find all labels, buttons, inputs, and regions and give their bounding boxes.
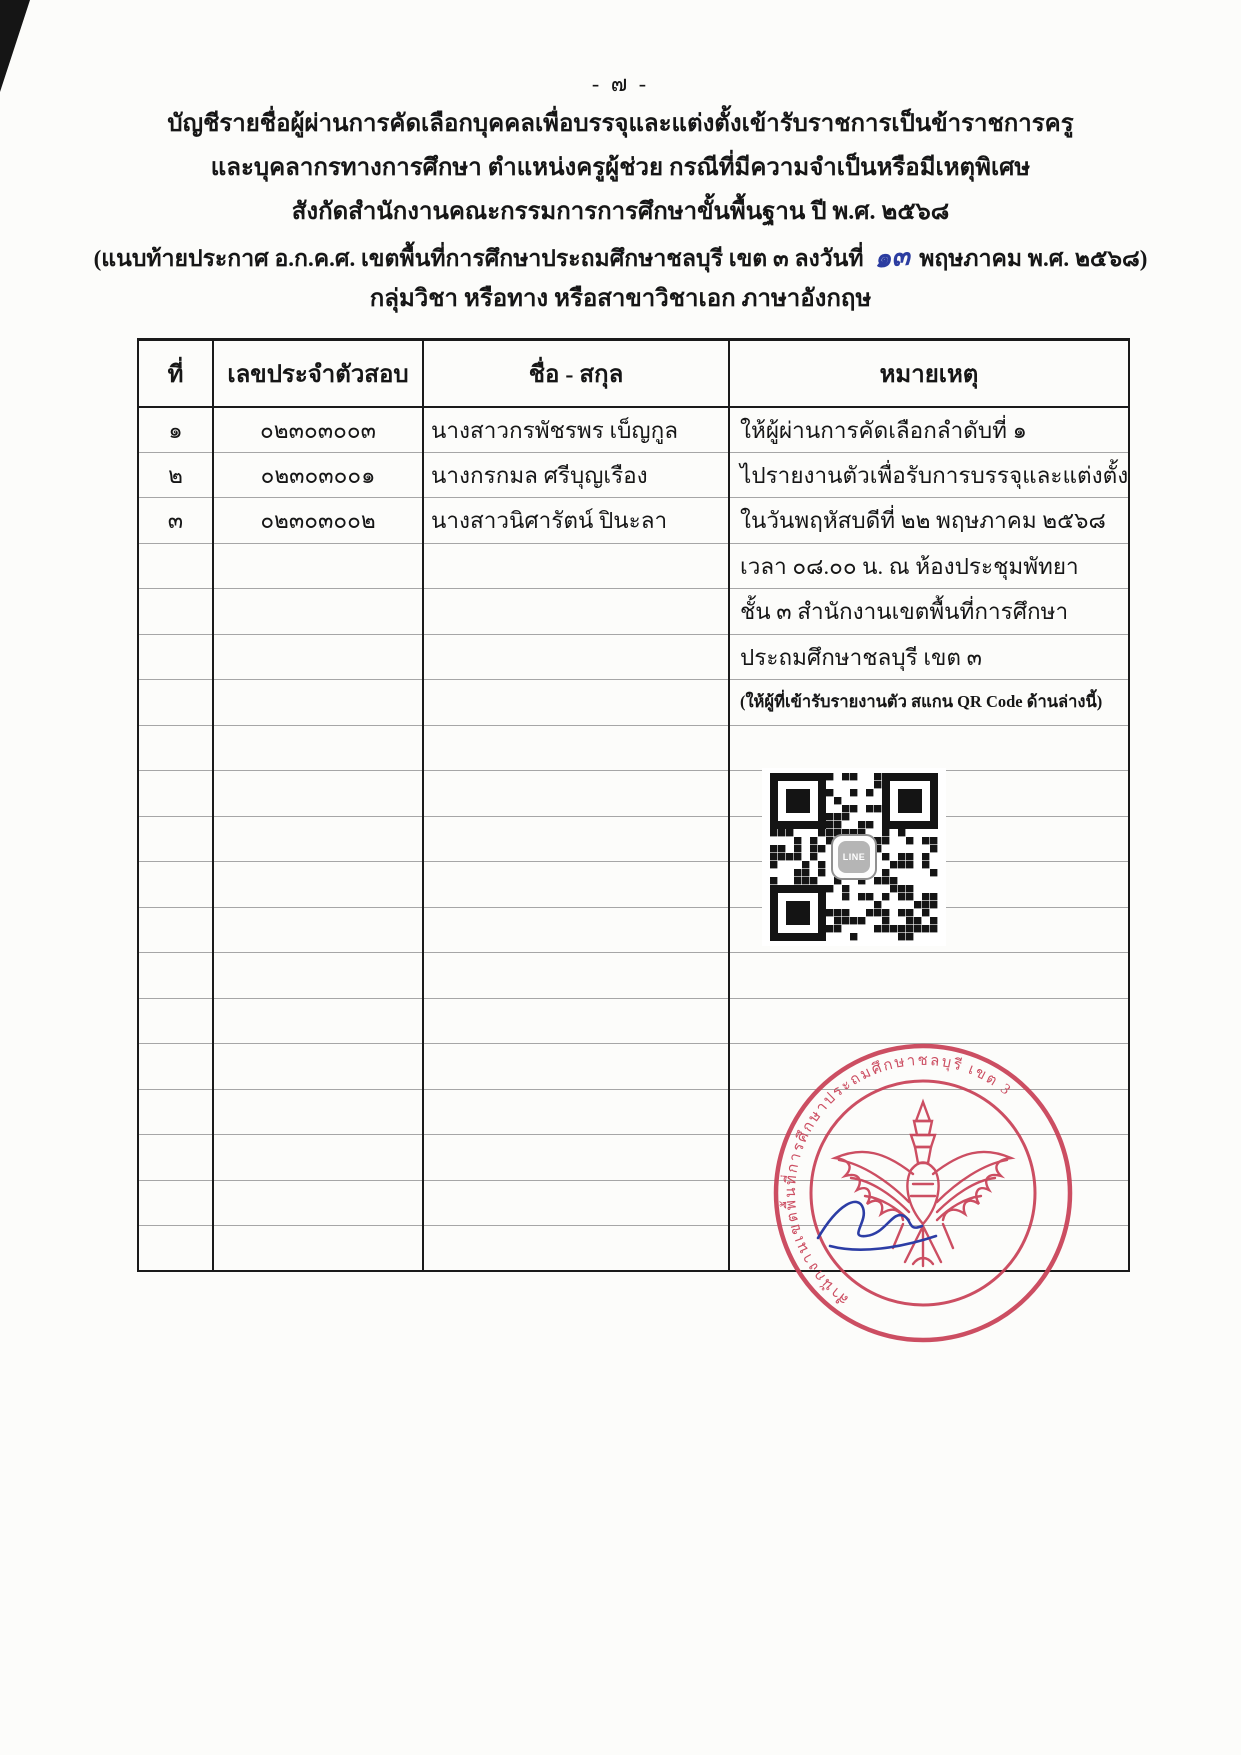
cell-remark: เวลา ๐๘.๐๐ น. ณ ห้องประชุมพัทยา [729,543,1129,589]
cell-no [138,725,213,771]
table-row [138,862,1129,908]
cell-no [138,634,213,680]
table-row [138,907,1129,953]
cell-remark: ให้ผู้ผ่านการคัดเลือกลำดับที่ ๑ [729,407,1129,453]
cell-name [423,1089,729,1135]
table-row [138,407,1129,453]
cell-name [423,1180,729,1226]
col-header-remark: หมายเหตุ [729,340,1129,407]
cell-no [138,589,213,635]
table-row [138,589,1129,635]
cell-remark: (ให้ผู้ที่เข้ารับรายงานตัว สแกน QR Code ด้านล่างนี้) [729,680,1129,726]
cell-exam-id [213,1226,423,1272]
page-number: - ๗ - [591,71,650,96]
table-row [138,953,1129,999]
col-header-no: ที่ [138,340,213,407]
cell-name [423,725,729,771]
cell-name [423,907,729,953]
cell-exam-id: ๐๒๓๐๓๐๐๓ [213,407,423,453]
table-row [138,452,1129,498]
table-row [138,680,1129,726]
cell-name [423,816,729,862]
table-row [138,498,1129,544]
col-header-name: ชื่อ - สกุล [423,340,729,407]
cell-no [138,1044,213,1090]
cell-exam-id [213,862,423,908]
line-logo [831,834,877,880]
cell-exam-id: ๐๒๓๐๓๐๐๒ [213,498,423,544]
cell-exam-id [213,543,423,589]
cell-name [423,1226,729,1272]
cell-name [423,771,729,817]
table-row [138,725,1129,771]
cell-name [423,998,729,1044]
cell-exam-id [213,1044,423,1090]
cell-no: ๑ [138,407,213,453]
cell-no [138,953,213,999]
cell-no [138,998,213,1044]
cell-no [138,907,213,953]
cell-name: นางสาวนิศารัตน์ ปินะลา [423,498,729,544]
cell-exam-id [213,953,423,999]
cell-no [138,862,213,908]
cell-name [423,634,729,680]
signature [800,1186,960,1266]
table-row [138,634,1129,680]
annex-text-after: พฤษภาคม พ.ศ. ๒๕๖๘) [919,246,1148,271]
table-row [138,771,1129,817]
cell-exam-id [213,680,423,726]
cell-remark [729,725,1129,771]
col-header-exam-id: เลขประจำตัวสอบ [213,340,423,407]
cell-no [138,1180,213,1226]
title-line-3: สังกัดสำนักงานคณะกรรมการการศึกษาขั้นพื้นฐาน ปี พ.ศ. ๒๕๖๘ [291,199,950,225]
cell-name: นางกรกมล ศรีบุญเรือง [423,452,729,498]
annex-line [0,235,1241,278]
cell-remark: ชั้น ๓ สำนักงานเขตพื้นที่การศึกษา [729,589,1129,635]
cell-name [423,953,729,999]
cell-exam-id [213,589,423,635]
cell-name [423,680,729,726]
handwritten-date: ๑๓ [872,240,911,275]
cell-exam-id [213,1089,423,1135]
table-row [138,816,1129,862]
cell-no: ๓ [138,498,213,544]
stamp-ring-text: สำนักงานเขตพื้นที่การศึกษาประถมศึกษาชลบุรี เขต 3 [782,1052,1015,1308]
cell-no [138,771,213,817]
cell-remark: ประถมศึกษาชลบุรี เขต ๓ [729,634,1129,680]
title-line-2: และบุคลากรทางการศึกษา ตำแหน่งครูผู้ช่วย กรณีที่มีความจำเป็นหรือมีเหตุพิเศษ [210,155,1031,181]
cell-name [423,589,729,635]
cell-name: นางสาวกรพัชรพร เบ็ญกูล [423,407,729,453]
cell-exam-id [213,725,423,771]
cell-no: ๒ [138,452,213,498]
cell-exam-id [213,771,423,817]
title-line-1: บัญชีรายชื่อผู้ผ่านการคัดเลือกบุคคลเพื่อบรรจุและแต่งตั้งเข้ารับราชการเป็นข้าราชการครู [167,111,1074,137]
cell-exam-id [213,907,423,953]
cell-remark: ไปรายงานตัวเพื่อรับการบรรจุและแต่งตั้ง [729,452,1129,498]
cell-no [138,1135,213,1181]
cell-remark: ในวันพฤหัสบดีที่ ๒๒ พฤษภาคม ๒๕๖๘ [729,498,1129,544]
cell-exam-id [213,1180,423,1226]
cell-exam-id [213,998,423,1044]
cell-remark [729,953,1129,999]
cell-name [423,543,729,589]
cell-exam-id [213,1135,423,1181]
annex-text-before: (แนบท้ายประกาศ อ.ก.ค.ศ. เขตพื้นที่การศึกษาประถมศึกษาชลบุรี เขต ๓ ลงวันที่ [93,246,864,271]
cell-name [423,862,729,908]
table-header-row [138,340,1129,407]
cell-no [138,816,213,862]
cell-no [138,680,213,726]
cell-no [138,1226,213,1272]
cell-name [423,1135,729,1181]
cell-exam-id: ๐๒๓๐๓๐๐๑ [213,452,423,498]
line-logo-label: LINE [838,841,870,873]
cell-name [423,1044,729,1090]
cell-no [138,543,213,589]
cell-no [138,1089,213,1135]
qr-code [762,768,946,946]
cell-exam-id [213,634,423,680]
cell-exam-id [213,816,423,862]
table-row [138,543,1129,589]
subject-group-line: กลุ่มวิชา หรือทาง หรือสาขาวิชาเอก ภาษาอังกฤษ [369,286,872,312]
